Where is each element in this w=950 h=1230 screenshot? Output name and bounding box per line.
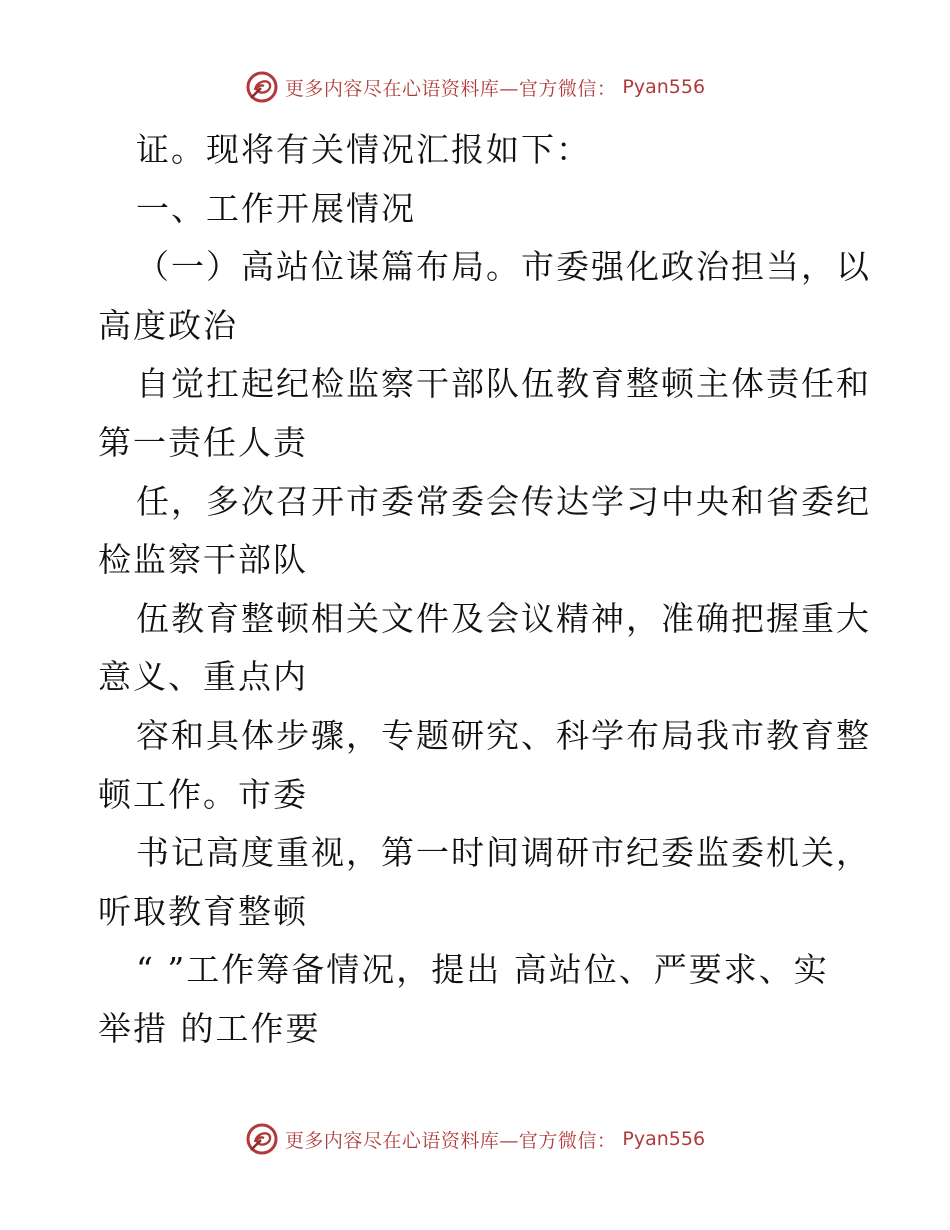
document-line: 自觉扛起纪检监察干部队伍教育整顿主体责任和 [136, 364, 871, 404]
watermark-contact: Pyan556 [622, 76, 706, 98]
rose-logo-icon [245, 70, 279, 104]
document-line: 证。现将有关情况汇报如下： [136, 130, 591, 169]
document-line: （一）高站位谋篇布局。市委强化政治担当，以 [136, 247, 871, 287]
header-watermark [0, 70, 950, 104]
document-line: 检监察干部队 [98, 540, 308, 580]
document-line: 高度政治 [98, 305, 238, 345]
document-line: 任，多次召开市委常委会传达学习中央和省委纪 [136, 481, 871, 521]
document-line: 顿工作。市委 [98, 774, 308, 814]
document-line: 书记高度重视，第一时间调研市纪委监委机关， [136, 833, 871, 873]
watermark-contact: Pyan556 [622, 1128, 706, 1150]
document-body [98, 121, 871, 1059]
document-line: 容和具体步骤，专题研究、科学布局我市教育整 [136, 715, 871, 755]
rose-logo-icon [245, 1122, 279, 1156]
document-line: 伍教育整顿相关文件及会议精神，准确把握重大 [136, 598, 871, 638]
document-line: 一、工作开展情况 [136, 188, 416, 228]
document-line: 意义、重点内 [98, 657, 308, 697]
document-line: 举措 的工作要 [98, 1008, 321, 1048]
document-line: 听取教育整顿 [98, 891, 308, 931]
watermark-text: 更多内容尽在心语资料库—官方微信： [284, 77, 617, 100]
footer-watermark [0, 1122, 950, 1156]
document-line: “ ”工作筹备情况，提出 高站位、严要求、实 [136, 950, 829, 990]
watermark-text: 更多内容尽在心语资料库—官方微信： [284, 1129, 617, 1152]
document-line: 第一责任人责 [98, 422, 308, 462]
